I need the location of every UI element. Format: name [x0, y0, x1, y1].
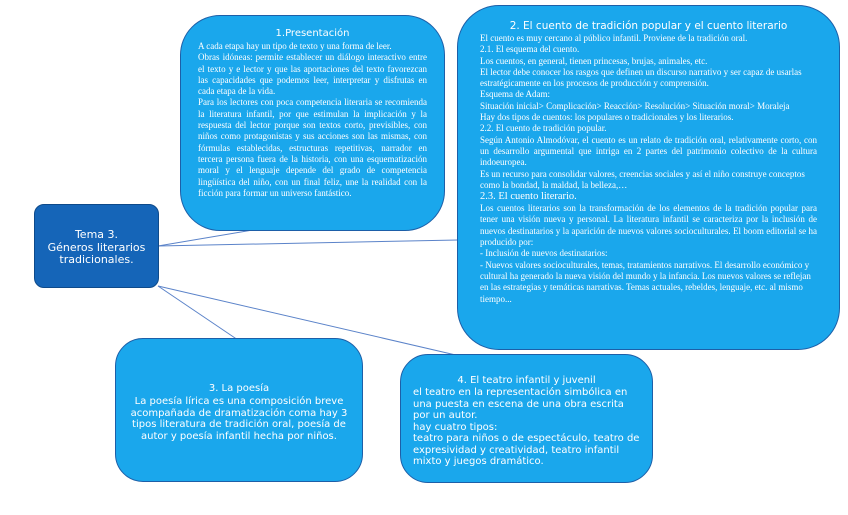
cuento-line-11: 2.3. El cuento literario.: [480, 191, 577, 203]
cuento-line-5: Esquema de Adam:: [480, 89, 550, 100]
poesia-text: La poesía lírica es una composición breve acompañada de dramatización coma hay 3 tipos literatura de tradición oral, poesía de autor y poesía infantil hecha por niños.: [130, 396, 348, 442]
cuento-title: 2. El cuento de tradición popular y el cuento literario: [509, 20, 788, 32]
cuento-line-8: 2.2. El cuento de tradición popular.: [480, 123, 607, 134]
cuento-line-13: - Inclusión de nuevos destinatarios:: [480, 248, 608, 259]
presentacion-paragraph-2: Obras idóneas: permite establecer un diálogo interactivo entre el texto y e lector y que las aportaciones del texto favorezcan las capacidades que podemos leer, interpretar y disfrutas en cada etapa de la vida.: [198, 52, 427, 97]
cuento-line-2: 2.1. El esquema del cuento.: [480, 44, 580, 55]
poesia-title: 3. La poesía: [208, 383, 270, 394]
connector-cuento: [158, 240, 458, 246]
presentacion-title: 1.Presentación: [275, 28, 350, 39]
central-topic-line2: Géneros literarios: [47, 240, 146, 254]
teatro-node[interactable]: [400, 354, 653, 483]
presentacion-paragraph-3: Para los lectores con poca competencia literaria se recomienda la literatura infantil, por que estimulan la implicación y la respuesta del lector porque son textos corto, previsibles, con niños como protagonistas y sus acciones son las mismas, con fórmulas establecidas, estructuras repetitivas, narrador en tercera persona fuera de la historia, con una esquematización moral y el lenguaje depende del grado de competencia lingüística del niño, con un final feliz, une la realidad con la ficción para formar un universo fantástico.: [198, 97, 427, 198]
cuento-line-14: - Nuevos valores socioculturales, temas, tratamientos narrativos. El desarrollo económico y cultural ha generado la nueva visión del mundo y la infancia. Los nuevos valores se reflejan en las estrategias y temáticas narrativas. Temas actuales, rebeldes, lenguaje, etc. al mismo tiempo...: [480, 259, 811, 304]
central-topic-node[interactable]: [34, 204, 159, 288]
cuento-line-1: El cuento es muy cercano al público infantil. Proviene de la tradición oral.: [480, 33, 748, 43]
teatro-title: 4. El teatro infantil y juvenil: [457, 375, 596, 386]
poesia-node[interactable]: [115, 338, 363, 482]
cuento-line-4: El lector debe conocer los rasgos que definen un discurso narrativo y ser capaz de usarlas estratégicamente en los procesos de producción y comprensión.: [480, 66, 802, 89]
cuento-line-12: Los cuentos literarios son la transformación de los elementos de la tradición popular para tener una visión nueva y personal. La literatura infantil se caracteriza por la inclusión de nuevos destinatarios y la aparición de nuevos valores socioculturales. El boom editorial se ha producido por:: [480, 203, 817, 248]
cuento-line-6: Situación inicial> Complicación> Reacción> Resolución> Situación moral> Moraleja: [480, 100, 790, 111]
connector-poesia: [158, 286, 238, 340]
teatro-line-3: teatro para niños o de espectáculo, teatro de expresividad y creatividad, teatro infantil mixto y juegos dramático.: [413, 433, 640, 467]
cuento-line-7: Hay dos tipos de cuentos: los populares o tradicionales y los literarios.: [480, 112, 734, 123]
central-topic-line3: tradicionales.: [59, 253, 134, 266]
presentacion-paragraph-1: A cada etapa hay un tipo de texto y una forma de leer.: [198, 41, 392, 51]
cuento-line-3: Los cuentos, en general, tienen princesas, brujas, animales, etc.: [480, 55, 708, 66]
teatro-line-2: hay cuatro tipos:: [413, 421, 498, 433]
teatro-line-1: el teatro en la representación simbólica en una puesta en escena de una obra escrita por un autor.: [413, 387, 628, 421]
cuento-line-10: Es un recurso para consolidar valores, creencias sociales y así el niño construye conceptos como la bondad, la maldad, la belleza,…: [480, 168, 805, 190]
cuento-node[interactable]: [457, 5, 840, 350]
presentacion-node[interactable]: [180, 15, 445, 231]
central-topic-line1: Tema 3.: [74, 228, 119, 241]
cuento-line-9: Según Antonio Almodóvar, el cuento es un relato de tradición oral, relativamente corto, con un desarrollo argumental que intriga en 2 partes del patrimonio colectivo de la cultura indoeuropea.: [480, 134, 817, 168]
